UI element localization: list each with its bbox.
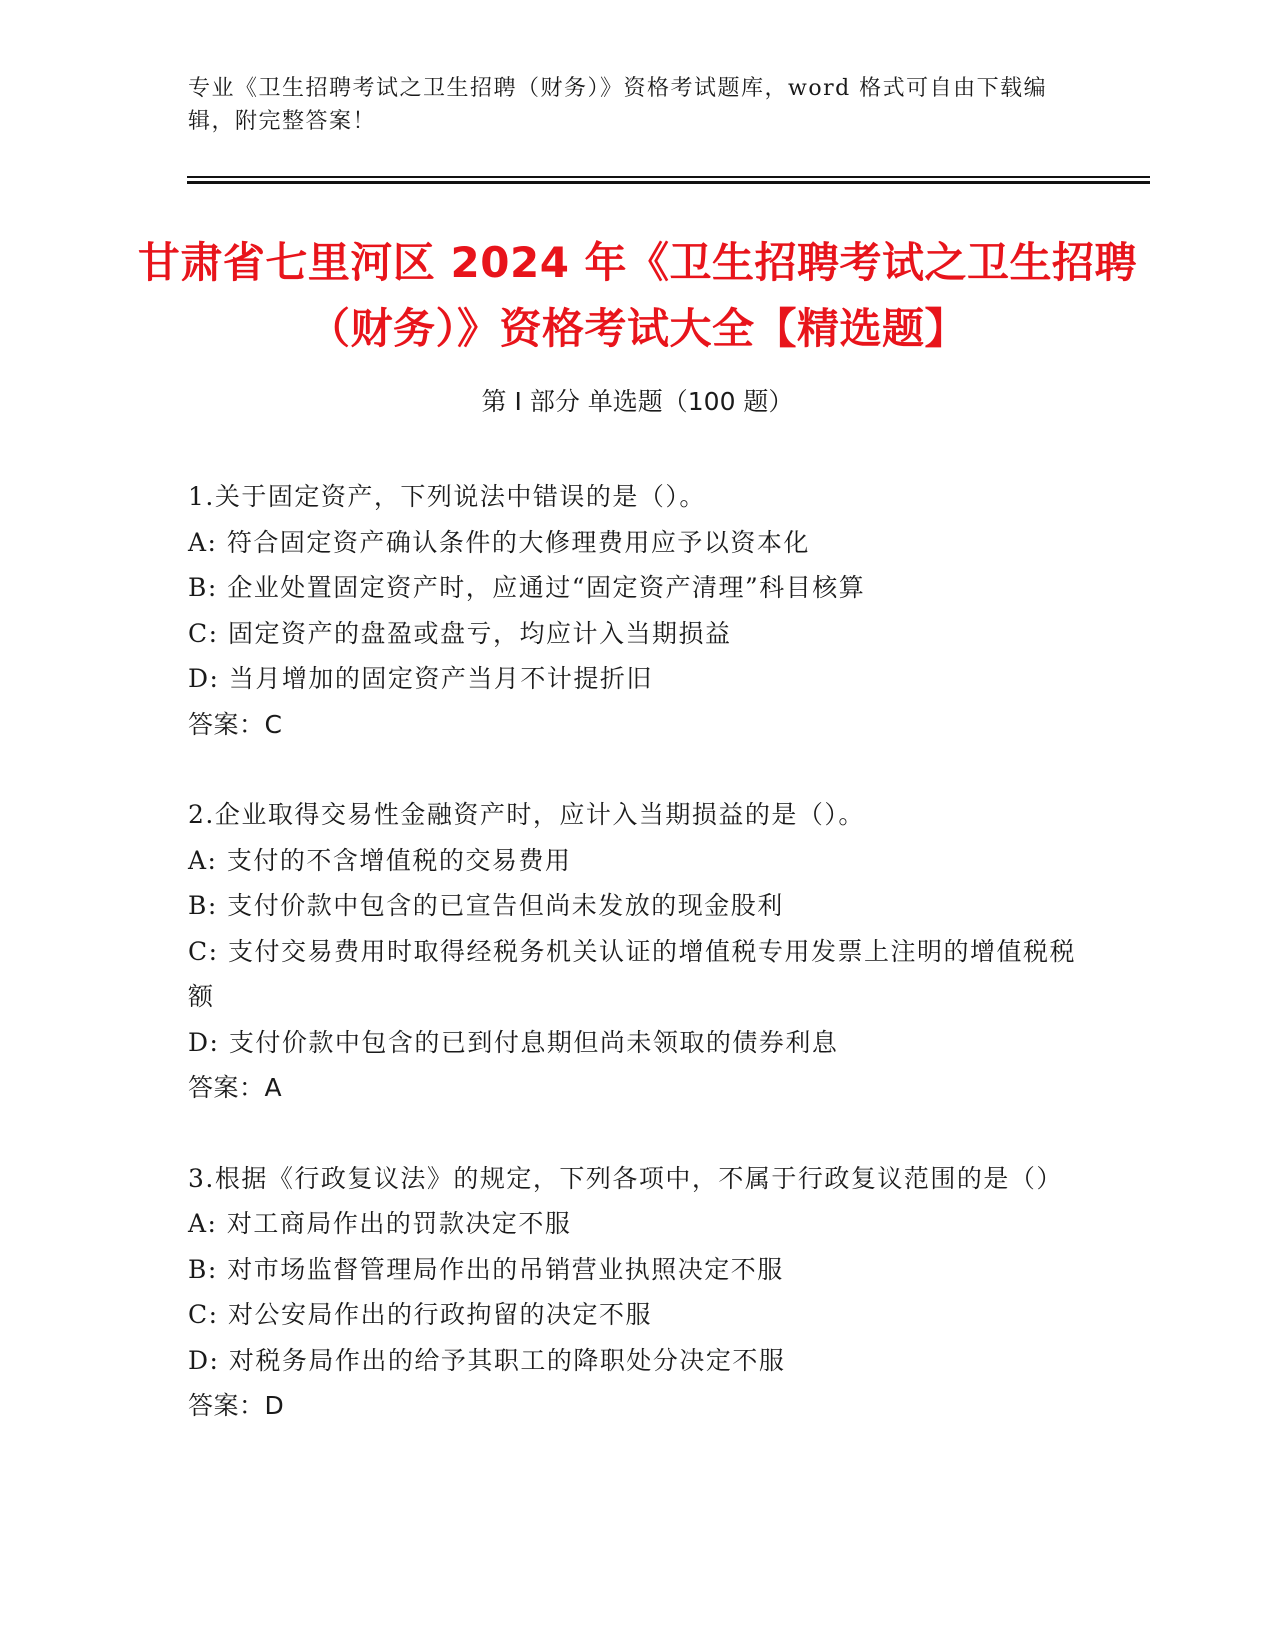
section-heading: 第 I 部分 单选题（100 题） [481,387,794,416]
question-1 [188,474,1078,747]
question-2 [188,792,1078,1111]
option-b: B: 对市场监督管理局作出的吊销营业执照决定不服 [188,1254,784,1284]
question-stem: 2.企业取得交易性金融资产时，应计入当期损益的是（）。 [188,800,865,829]
question-stem: 3.根据《行政复议法》的规定，下列各项中，不属于行政复议范围的是（） [188,1163,1063,1193]
option-d: D: 当月增加的固定资产当月不计提折旧 [188,664,653,693]
option-c: C: 对公安局作出的行政拘留的决定不服 [188,1300,652,1329]
option-d: D: 支付价款中包含的已到付息期但尚未领取的债券利息 [188,1027,839,1057]
answer: 答案：A [188,1073,283,1102]
question-3 [188,1156,1078,1429]
option-b: B: 支付价款中包含的已宣告但尚未发放的现金股利 [188,891,784,920]
option-b: B: 企业处置固定资产时，应通过“固定资产清理”科目核算 [188,573,866,602]
option-c: C: 固定资产的盘盈或盘亏，均应计入当期损益 [188,618,732,648]
question-list [188,474,1078,1474]
option-a: A: 支付的不含增值税的交易费用 [188,845,572,875]
question-stem: 1.关于固定资产，下列说法中错误的是（）。 [188,482,706,511]
option-a: A: 对工商局作出的罚款决定不服 [188,1209,572,1238]
option-c: C: 支付交易费用时取得经税务机关认证的增值税专用发票上注明的增值税税额 [188,936,1077,1011]
option-d: D: 对税务局作出的给予其职工的降职处分决定不服 [188,1345,786,1375]
answer: 答案：C [188,709,283,739]
answer: 答案：D [188,1391,285,1420]
option-a: A: 符合固定资产确认条件的大修理费用应予以资本化 [188,527,810,557]
document-title: 甘肃省七里河区 2024 年《卫生招聘考试之卫生招聘（财务）》资格考试大全【精选题】 [137,238,1138,353]
header-note: 专业《卫生招聘考试之卫生招聘（财务）》资格考试题库，word 格式可自由下载编辑，附完整答案！ [188,76,1048,134]
header-divider-thick [187,181,1150,184]
header-divider-thin [187,176,1150,178]
